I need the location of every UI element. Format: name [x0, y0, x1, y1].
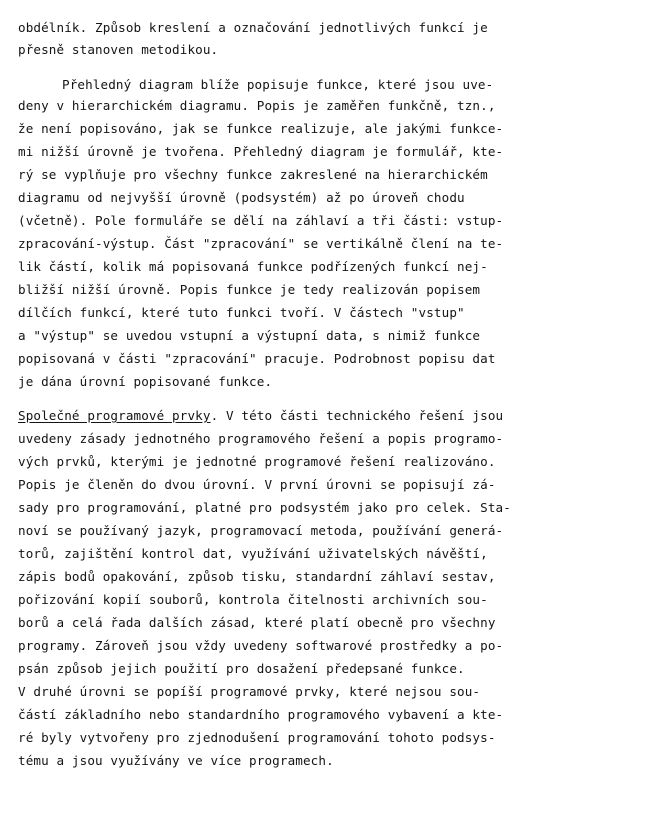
text-line: V druhé úrovni se popíší programové prvky, které nejsou sou- [18, 684, 481, 699]
text-line: Přehledný diagram blíže popisuje funkce, které jsou uve- [62, 77, 494, 92]
text-line: vých prvků, kterými je jednotné programové řešení realizováno. [18, 454, 496, 469]
text-line: torů, zajištění kontrol dat, využívání uživatelských návěští, [18, 546, 488, 561]
text-line: programy. Zároveň jsou vždy uvedeny softwarové prostředky a po- [18, 638, 504, 653]
text-line: popisovaná v části "zpracování" pracuje. Podrobnost popisu dat [18, 351, 496, 366]
text-line: pořizování kopií souborů, kontrola čitelnosti archivních sou- [18, 592, 488, 607]
text-line: diagramu od nejvyšší úrovně (podsystém) až po úroveň chodu [18, 190, 465, 205]
text-line: uvedeny zásady jednotného programového řešení a popis programo- [18, 431, 504, 446]
text-line: je dána úrovní popisované funkce. [18, 374, 273, 389]
text-line: obdélník. Způsob kreslení a označování jednotlivých funkcí je [18, 20, 488, 35]
text-line: přesně stanoven metodikou. [18, 42, 219, 57]
text-segment: . V této části technického řešení jsou [210, 408, 504, 423]
text-line: Popis je členěn do dvou úrovní. V první úrovni se popisují zá- [18, 477, 496, 492]
section-heading: Společné programové prvky [18, 408, 211, 423]
text-line [18, 409, 503, 423]
text-line: bližší nižší úrovně. Popis funkce je tedy realizován popisem [18, 282, 481, 297]
text-line: zpracování-výstup. Část "zpracování" se vertikálně člení na te- [18, 236, 504, 251]
text-line: psán způsob jejich použití pro dosažení předepsané funkce. [18, 661, 465, 676]
text-line: tému a jsou využívány ve více programech. [18, 753, 334, 768]
text-line: noví se používaný jazyk, programovací metoda, používání generá- [18, 523, 504, 538]
text-line: zápis bodů opakování, způsob tisku, standardní záhlaví sestav, [18, 569, 496, 584]
text-line: mi nižší úrovně je tvořena. Přehledný diagram je formulář, kte- [18, 144, 504, 159]
text-line: sady pro programování, platné pro podsystém jako pro celek. Sta- [18, 500, 511, 515]
text-line: borů a celá řada dalších zásad, které platí obecně pro všechny [18, 615, 496, 630]
text-line: ré byly vytvořeny pro zjednodušení programování tohoto podsys- [18, 730, 496, 745]
text-line: deny v hierarchickém diagramu. Popis je zaměřen funkčně, tzn., [18, 98, 496, 113]
text-line: že není popisováno, jak se funkce realizuje, ale jakými funkce- [18, 121, 504, 136]
text-line: dílčích funkcí, které tuto funkci tvoří. V částech "vstup" [18, 305, 465, 320]
text-line: částí základního nebo standardního programového vybavení a kte- [18, 707, 504, 722]
text-line: a "výstup" se uvedou vstupní a výstupní data, s nimiž funkce [18, 328, 481, 343]
text-line: (včetně). Pole formuláře se dělí na záhlaví a tři části: vstup- [18, 213, 504, 228]
text-line: lik částí, kolik má popisovaná funkce podřízených funkcí nej- [18, 259, 488, 274]
text-line: rý se vyplňuje pro všechny funkce zakreslené na hierarchickém [18, 167, 488, 182]
